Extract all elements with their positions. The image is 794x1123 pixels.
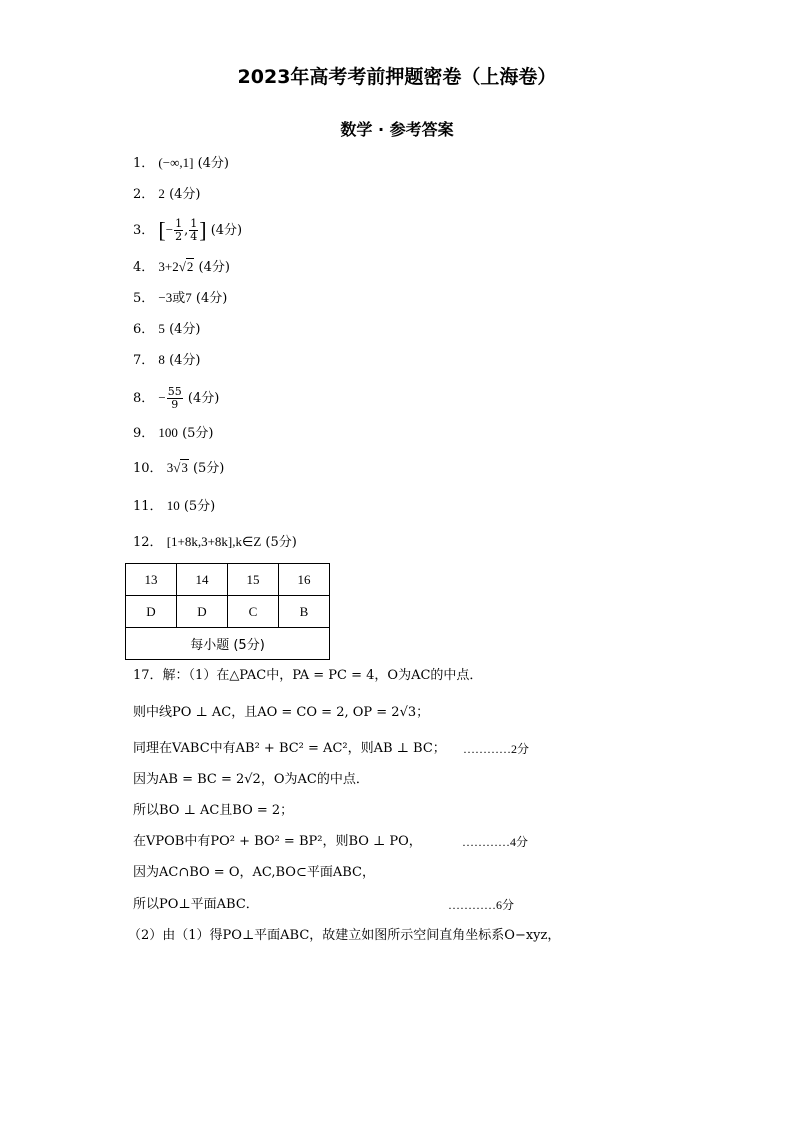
- answer-score: (4分): [169, 187, 201, 202]
- table-footer-cell: 每小题 (5分): [126, 628, 330, 660]
- answer-12: [133, 533, 297, 552]
- answer-score: (4分): [210, 223, 243, 238]
- answer-number: 9．: [133, 426, 155, 441]
- numerator: 1: [175, 217, 183, 230]
- answer-number: 7．: [133, 353, 155, 368]
- table-row: [126, 628, 330, 660]
- denominator: 9: [171, 398, 179, 411]
- answer-7: [133, 351, 200, 370]
- close-bracket: ]: [199, 217, 207, 243]
- table-cell: D: [177, 596, 228, 628]
- answer-score: (4分): [198, 260, 230, 275]
- answer-8: [133, 386, 219, 411]
- fraction: [167, 386, 183, 411]
- answer-score: (4分): [197, 156, 229, 171]
- answer-number: 5．: [133, 291, 155, 306]
- table-cell: D: [126, 596, 177, 628]
- answer-value: 2: [158, 186, 165, 201]
- solution-line-3: 同理在VABC中有AB² + BC² = AC²，则AB ⊥ BC；: [133, 741, 446, 756]
- open-bracket: [: [158, 217, 166, 243]
- answer-score: (5分): [265, 535, 297, 550]
- answer-5: [133, 289, 227, 308]
- answer-value: 10: [166, 498, 180, 513]
- answer-4: [133, 258, 230, 277]
- solution-line-1: 17．解：（1）在△PAC中，PA = PC = 4，O为AC的中点．: [133, 668, 483, 683]
- answer-9: [133, 424, 213, 443]
- radicand: 2: [186, 259, 194, 274]
- answer-score: (4分): [169, 322, 201, 337]
- denominator: 2: [175, 230, 183, 243]
- radicand: 3: [181, 460, 188, 475]
- answer-score: (4分): [169, 353, 201, 368]
- table-header-cell: 16: [279, 564, 330, 596]
- table-header-cell: 14: [177, 564, 228, 596]
- denominator: 4: [190, 230, 198, 243]
- answer-number: 10．: [133, 461, 163, 476]
- answer-value: 3: [166, 460, 174, 475]
- answer-number: 1．: [133, 156, 155, 171]
- answer-value: −3或7: [158, 290, 192, 305]
- answer-value: (−∞,1]: [158, 155, 194, 170]
- answer-2: [133, 185, 200, 204]
- table-header-cell: 15: [228, 564, 279, 596]
- answer-number: 11．: [133, 499, 163, 514]
- score-marker: …………4分: [462, 835, 529, 849]
- solution-line-8: 所以PO⊥平面ABC．: [133, 897, 259, 912]
- solution-line-6: 在VPOB中有PO² + BO² = BP²，则BO ⊥ PO，: [133, 834, 422, 849]
- solution-line-5: 所以BO ⊥ AC且BO = 2；: [133, 803, 294, 818]
- answer-1: [133, 154, 229, 173]
- sqrt-symbol: √: [173, 460, 181, 475]
- table-header-cell: 13: [126, 564, 177, 596]
- answer-3: 3． [− $\frac{1}{2}$ , $\frac{1}{4}$ ] (4分): [133, 217, 243, 243]
- solution-line-4: 因为AB = BC = 2√2，O为AC的中点．: [133, 772, 369, 787]
- table-cell: C: [228, 596, 279, 628]
- minus-sign: −: [158, 390, 166, 405]
- answer-score: (5分): [182, 426, 214, 441]
- solution-line-9: （2）由（1）得PO⊥平面ABC，故建立如图所示空间直角坐标系O−xyz，: [128, 928, 561, 943]
- choice-answer-table: [125, 563, 330, 660]
- answer-number: 12．: [133, 535, 163, 550]
- table-row: [126, 564, 330, 596]
- answer-value: 5: [158, 321, 165, 336]
- table-row: [126, 596, 330, 628]
- page-title: 2023年高考考前押题密卷（上海卷）: [237, 66, 557, 88]
- score-marker: …………6分: [448, 898, 515, 912]
- solution-line-7: 因为AC∩BO = O，AC,BO⊂平面ABC，: [133, 865, 375, 880]
- answer-number: 3．: [133, 223, 155, 238]
- table-cell: B: [279, 596, 330, 628]
- answer-number: 8．: [133, 391, 155, 406]
- answer-11: [133, 497, 215, 516]
- answer-value: 100: [158, 425, 178, 440]
- answer-number: 2．: [133, 187, 155, 202]
- answer-number: 4．: [133, 260, 155, 275]
- numerator: 1: [190, 217, 198, 230]
- page-subtitle: 数学 · 参考答案: [340, 120, 454, 139]
- answer-number: 6．: [133, 322, 155, 337]
- answer-10: [133, 459, 224, 478]
- score-marker: …………2分: [463, 742, 530, 756]
- answer-score: (4分): [187, 391, 220, 406]
- minus-sign: −: [165, 222, 174, 237]
- answer-value: 3+2: [158, 259, 179, 274]
- answer-score: (5分): [192, 461, 225, 476]
- sqrt-symbol: √: [178, 259, 186, 274]
- answer-value: [1+8k,3+8k],k∈Z: [166, 534, 262, 549]
- answer-value: 8: [158, 352, 165, 367]
- fraction: [189, 218, 198, 243]
- fraction: [174, 218, 183, 243]
- answer-score: (5分): [183, 499, 216, 514]
- answer-score: (4分): [195, 291, 228, 306]
- solution-line-2: 则中线PO ⊥ AC，且AO = CO = 2, OP = 2√3；: [133, 705, 430, 720]
- answer-6: [133, 320, 200, 339]
- numerator: 55: [167, 385, 182, 398]
